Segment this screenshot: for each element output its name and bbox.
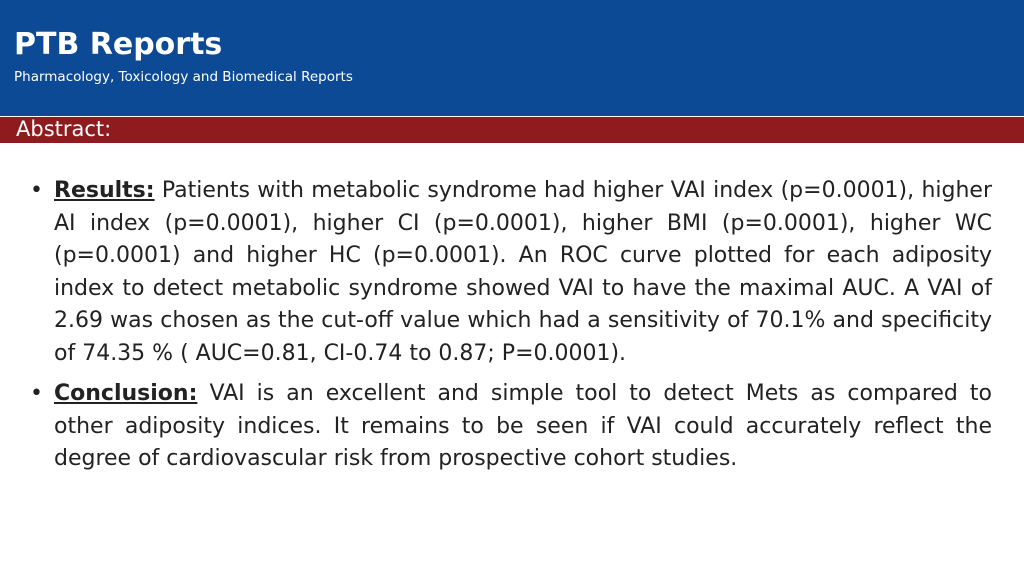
header-banner <box>0 0 1024 116</box>
brand-title: PTB Reports <box>14 27 223 62</box>
results-bullet <box>30 175 992 370</box>
conclusion-bullet <box>30 378 992 476</box>
section-title: Abstract: <box>16 117 112 141</box>
conclusion-text: VAI is an excellent and simple tool to detect Mets as compared to other adiposity indices. It remains to be seen if VAI could accurately reflect the degree of cardiovascular risk from prospective cohort studies. <box>54 381 992 471</box>
results-text: Patients with metabolic syndrome had higher VAI index (p=0.0001), higher AI index (p=0.0001), higher CI (p=0.0001), higher BMI (p=0.0001), higher WC (p=0.0001) and higher HC (p=0.0001). An ROC curve plotted for each adiposity index to detect metabolic syndrome showed VAI to have the maximal AUC. A VAI of 2.69 was chosen as the cut-off value which had a sensitivity of 70.1% and specificity of 74.35 % ( AUC=0.81, CI-0.74 to 0.87; P=0.0001). <box>54 178 992 366</box>
bullet-icon: • <box>30 178 43 203</box>
results-label: Results: <box>54 178 155 203</box>
brand-subtitle: Pharmacology, Toxicology and Biomedical Reports <box>14 69 353 85</box>
section-bar <box>0 117 1024 143</box>
bullet-icon: • <box>30 381 43 406</box>
conclusion-label: Conclusion: <box>54 381 198 406</box>
abstract-content <box>30 175 992 484</box>
